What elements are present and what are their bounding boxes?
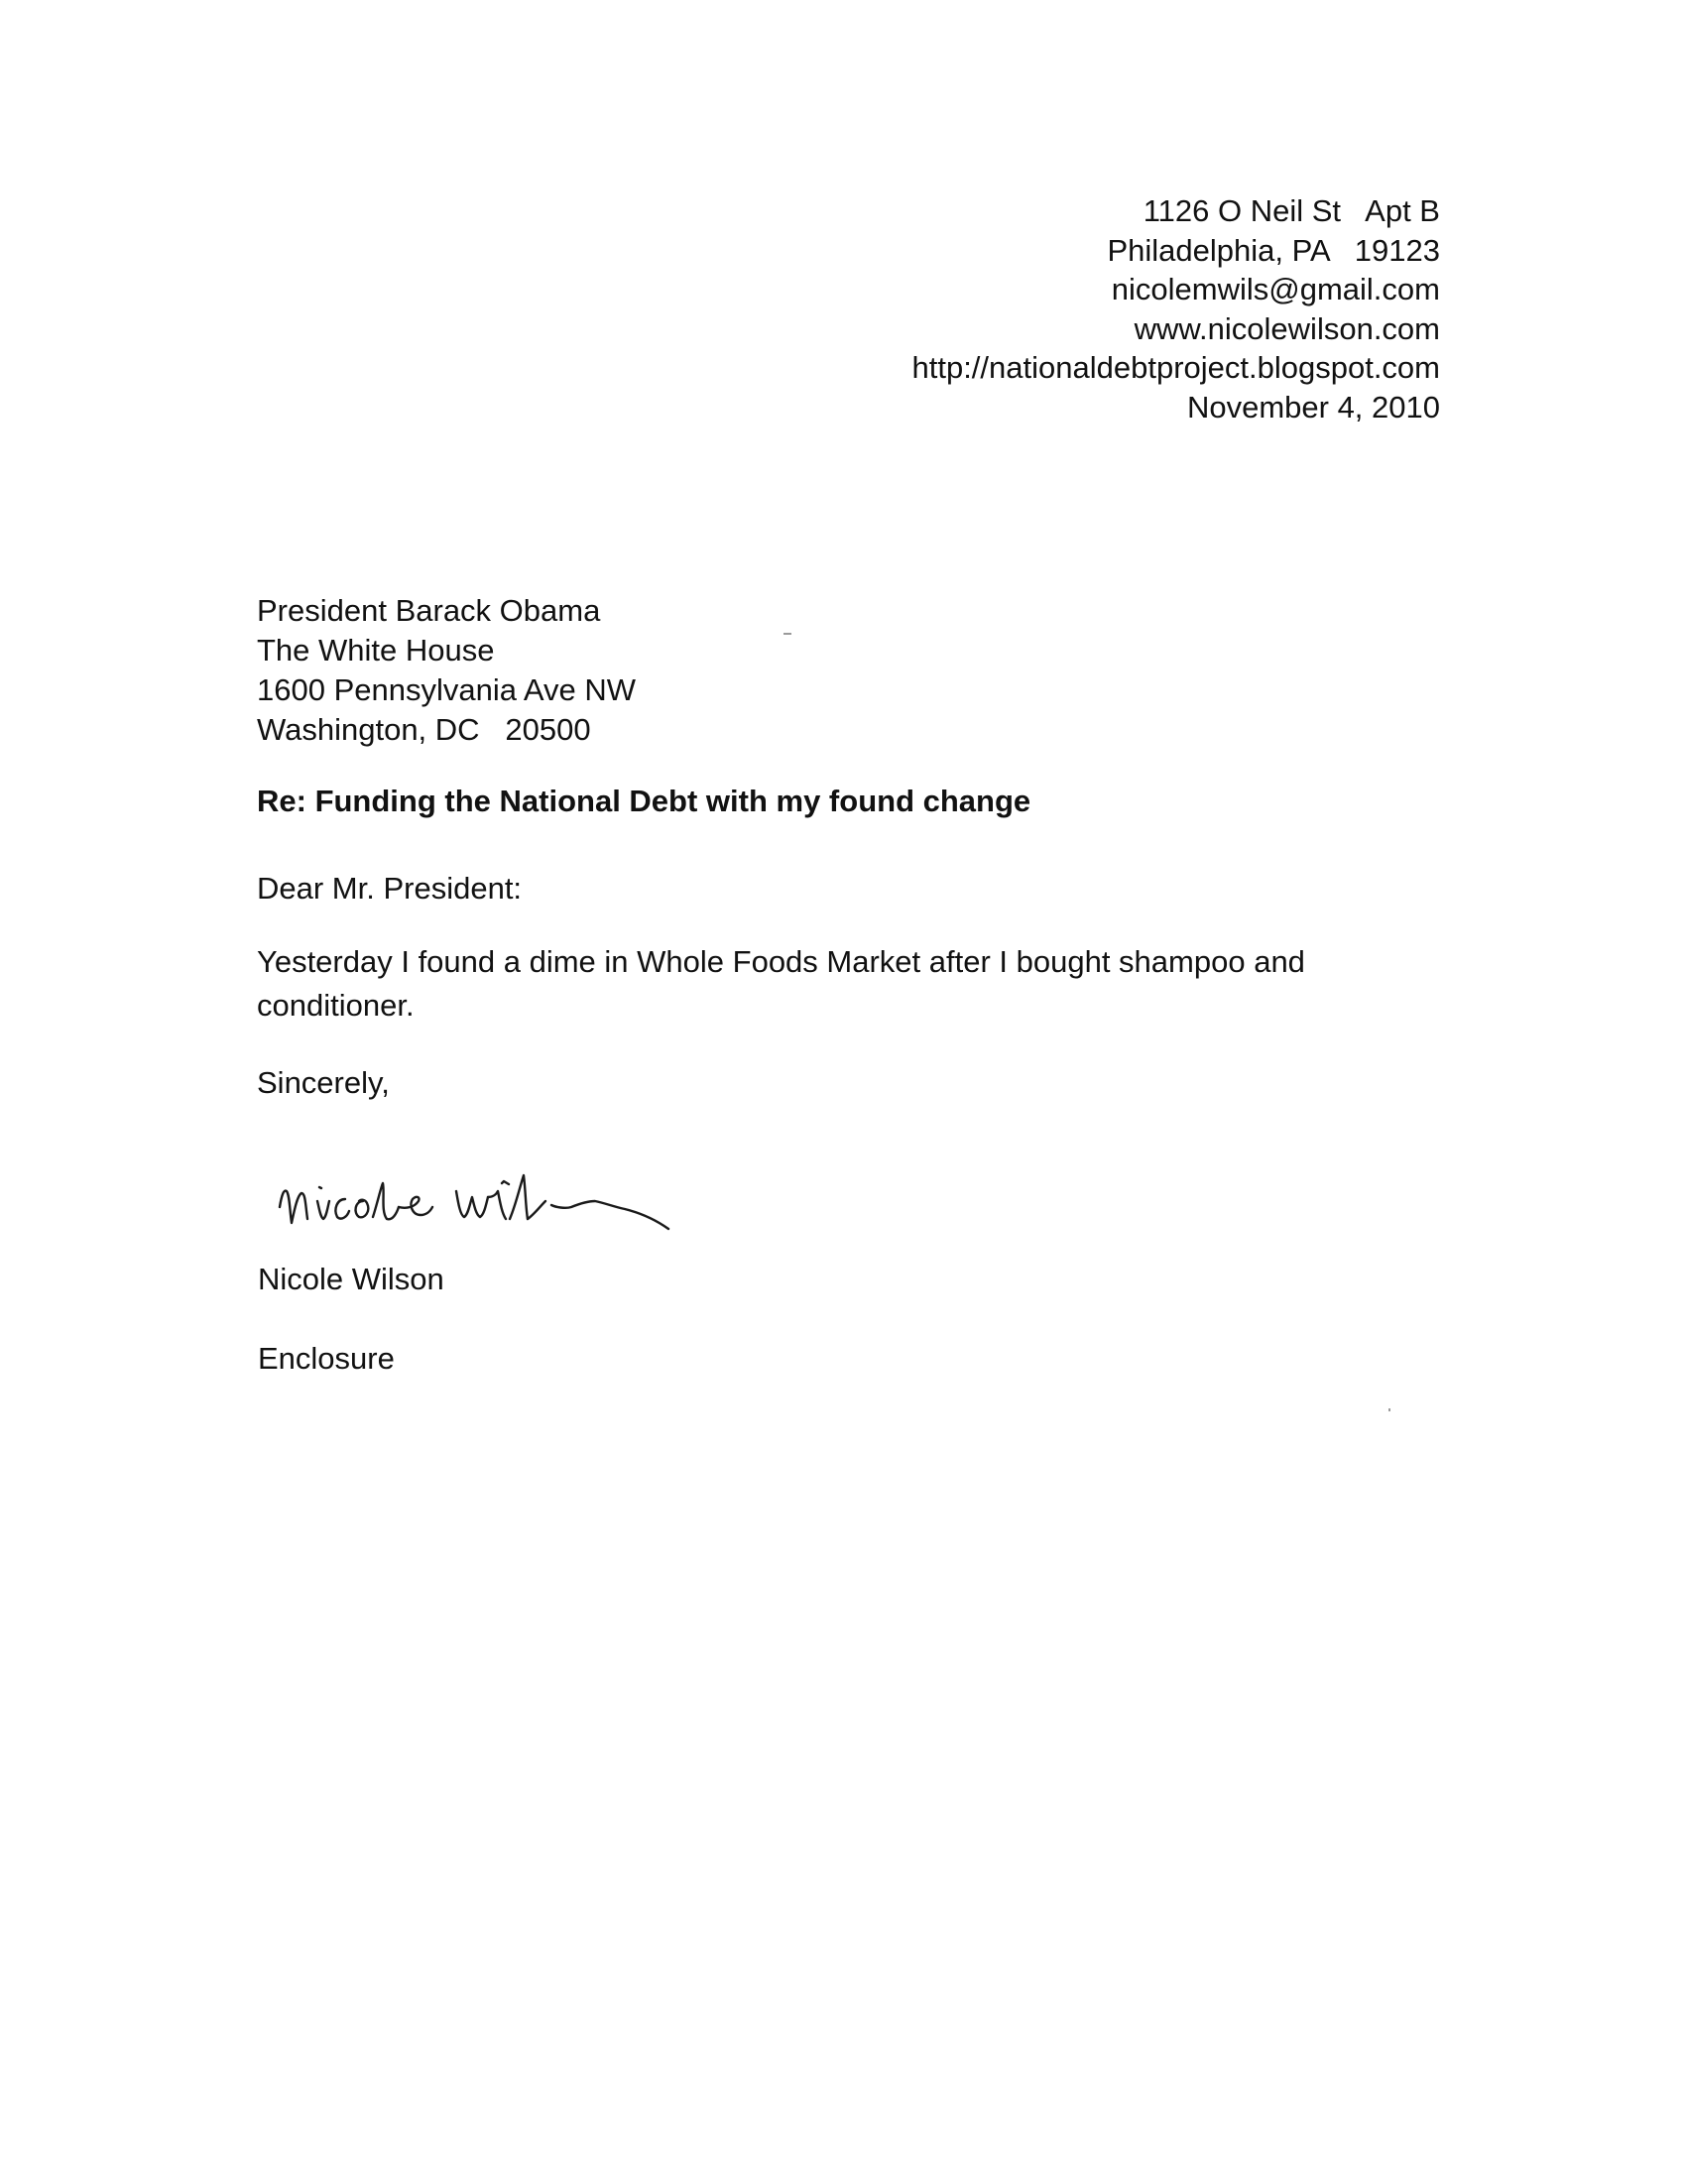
letter-body: Yesterday I found a dime in Whole Foods Market after I bought shampoo and conditioner.: [257, 944, 1305, 1023]
sender-city: Philadelphia, PA 19123: [1107, 232, 1440, 268]
scan-speck: [783, 633, 791, 635]
closing: Sincerely,: [257, 1065, 390, 1100]
signer-name: Nicole Wilson: [258, 1262, 444, 1296]
recipient-city: Washington, DC 20500: [257, 712, 591, 747]
sender-street: 1126 O Neil St Apt B: [1143, 193, 1440, 228]
recipient-organization: The White House: [257, 633, 495, 667]
letter-date: November 4, 2010: [1186, 389, 1440, 425]
sender-email: nicolemwils@gmail.com: [1111, 272, 1440, 306]
handwritten-signature: [268, 1136, 823, 1255]
subject-line: Re: Funding the National Debt with my found change: [257, 784, 1031, 818]
scan-speck: [1388, 1408, 1390, 1411]
sender-address-block: [911, 191, 1440, 426]
sender-website: www.nicolewilson.com: [1134, 310, 1440, 346]
enclosure-note: Enclosure: [258, 1341, 395, 1376]
recipient-name: President Barack Obama: [257, 593, 601, 628]
sender-blog: http://nationaldebtproject.blogspot.com: [911, 350, 1440, 385]
recipient-address-block: [257, 591, 636, 750]
salutation: Dear Mr. President:: [257, 871, 523, 906]
recipient-street: 1600 Pennsylvania Ave NW: [257, 672, 636, 707]
